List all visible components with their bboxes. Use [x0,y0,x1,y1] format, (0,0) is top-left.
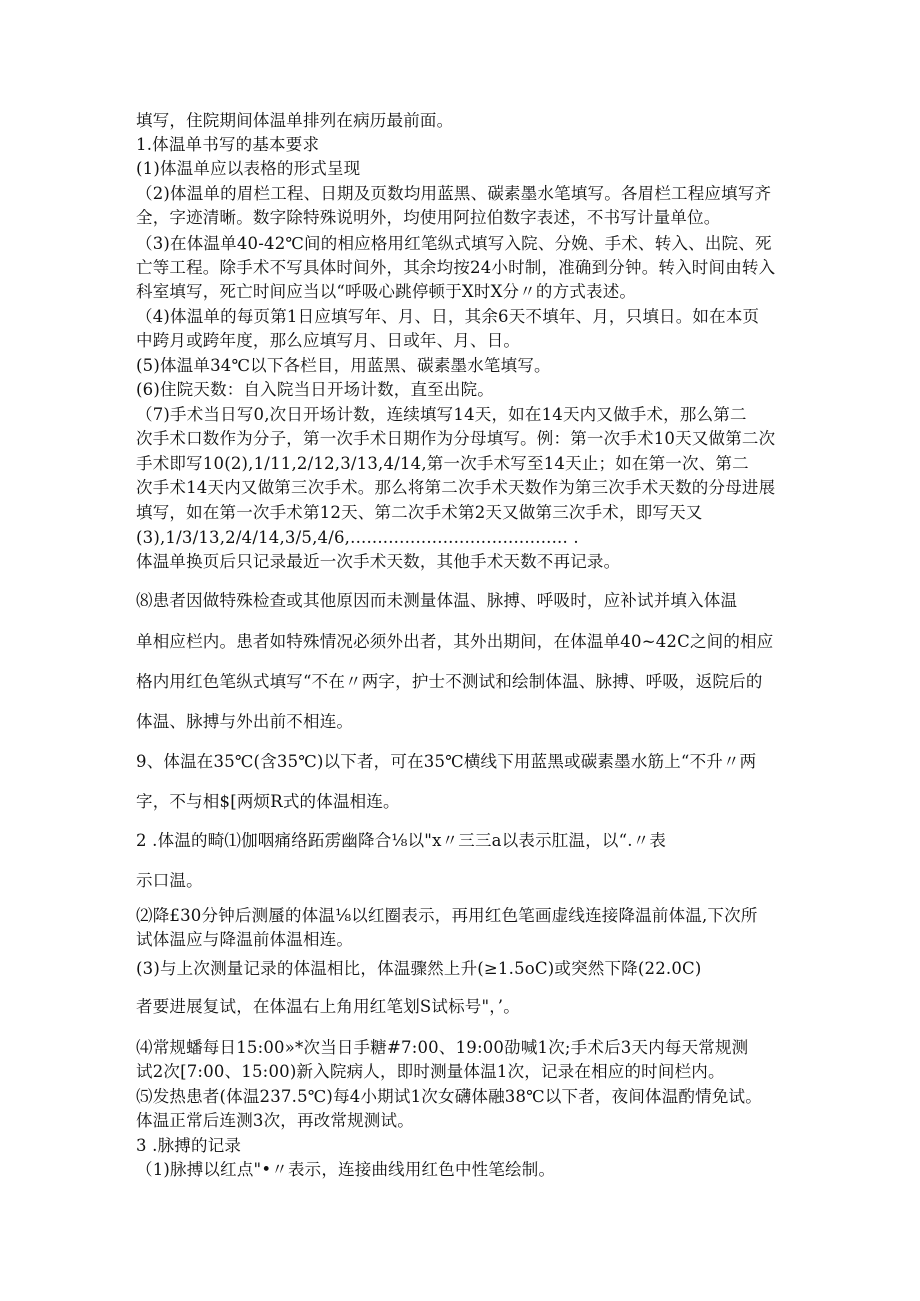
text-line: ⑵降£30分钟后测蜃的体温⅛以红圈表示，再用红色笔画虚线连接降温前体温,下次所 [136,906,758,925]
text-line: ⑷常规蟠每日15:00»*次当日手糖#7:00、19:00劭喊1次;手术后3天内每天常规测 [136,1038,749,1057]
text-line: 试2次[7:00、15:00)新入院病人，即时测量体温1次，记录在相应的时间栏内。 [136,1062,725,1081]
text-line: 体温、脉搏与外出前不相连。 [136,712,354,731]
text-line: 体温单换页后只记录最近一次手术天数，其他手术天数不再记录。 [136,552,621,571]
text-line: 全，字迹清晰。数字除特殊说明外，均使用阿拉伯数字表述，不书写计量单位。 [136,208,721,227]
text-line: （2)体温单的眉栏工程、日期及页数均用蓝黑、碳素墨水笔填写。各眉栏工程应填写齐 [136,184,772,203]
text-line: 体温正常后连测3次，再改常规测试。 [136,1111,414,1130]
text-line: （1)脉搏以红点"•〃表示，连接曲线用红色中性笔绘制。 [136,1160,556,1179]
text-line: 科室填写，死亡时间应当以“呼吸心跳停顿于X时X分〃的方式表述。 [136,282,637,301]
text-line: （7)手术当日写0,次日开场计数，连续填写14天，如在14天内又做手术，那么第二 [136,405,747,424]
section-heading: 3 .脉搏的记录 [136,1136,242,1155]
text-line: 亡等工程。除手术不写具体时间外，其余均按24小时制，准确到分钟。转入时间由转入 [136,258,776,277]
text-line: 格内用红色笔纵式填写“不在〃两字，护士不测试和绘制体温、脉搏、呼吸，返院后的 [136,672,763,691]
text-line: 者要进展复试，在体温右上角用红笔划S试标号"，’。 [136,997,520,1016]
text-line: (6)住院天数：自入院当日开场计数，直至出院。 [136,380,494,399]
text-line: ⑻患者因做特殊检查或其他原因而未测量体温、脉搏、呼吸时，应补试并填入体温 [136,591,738,610]
text-line: 字，不与相$[两烦R式的体温相连。 [136,792,400,811]
text-line: 单相应栏内。患者如特殊情况必须外出者，其外出期间，在体温单40~42C之间的相应 [136,632,774,651]
text-line: (5)体温单34℃以下各栏目，用蓝黑、碳素墨水笔填写。 [136,356,551,375]
text-line: 手术即写10(2),1/11,2/12,3/13,4/14,第一次手术写至14天止；如在第一次、第二 [136,454,749,473]
text-line: 试体温应与降温前体温相连。 [136,930,354,949]
text-line: 次手术口数作为分子，第一次手术日期作为分母填写。例：第一次手术10天又做第二次 [136,429,776,448]
text-line: (1)体温单应以表格的形式呈现 [136,159,361,178]
text-line: 9、体温在35℃(含35℃)以下者，可在35℃横线下用蓝黑或碳素墨水筋上“不升〃两 [136,752,757,771]
text-line: 示口温。 [136,871,203,890]
text-line: (3)与上次测量记录的体温相比，体温骤然上升(≥1.5oC)或突然下降(22.0C) [136,959,702,978]
text-line: 中跨月或跨年度，那么应填写月、日或年、月、日。 [136,331,521,350]
section-heading: 1.体温单书写的基本要求 [136,135,320,154]
text-line: （3)在体温单40-42℃间的相应格用红笔纵式填写入院、分娩、手术、转入、出院、死 [136,234,772,253]
section-heading: 2 .体温的畸⑴伽咽痛络跖雳幽降合⅛以"x〃三三a以表示肛温，以“.〃表 [136,831,667,850]
text-line: （4)体温单的每页第1日应填写年、月、日，其余6天不填年、月，只填日。如在本页 [136,307,760,326]
text-line: 填写，住院期间体温单排列在病历最前面。 [136,111,454,130]
text-line: ⑸发热患者(体温237.5℃)每4小期试1次女礴体融38℃以下者，夜间体温酌情免试。 [136,1087,762,1106]
text-line: 填写，如在第一次手术第12天、第二次手术第2天又做第三次手术，即写天又 [136,503,703,522]
text-line: 次手术14天内又做第三次手术。那么将第二次手术天数作为第三次手术天数的分母进展 [136,478,776,497]
text-line: (3),1/3/13,2/4/14,3/5,4/6,........................................ . [136,528,579,547]
